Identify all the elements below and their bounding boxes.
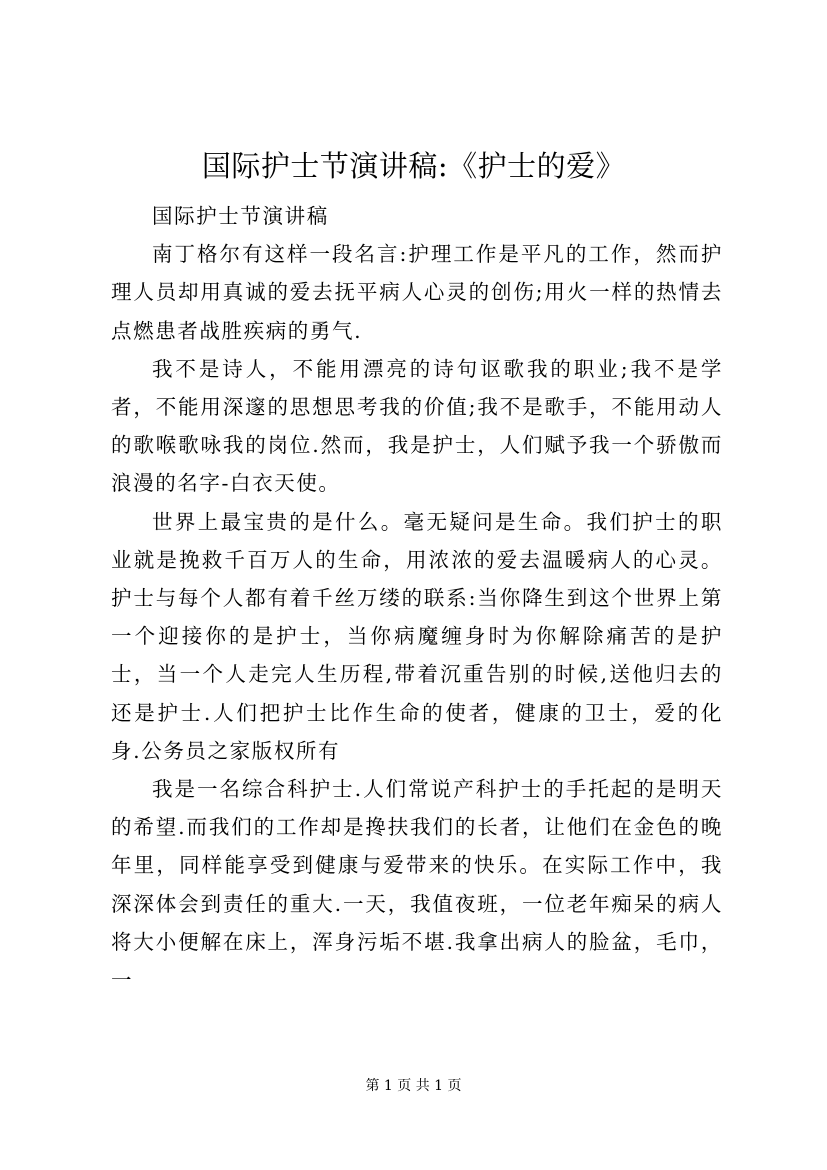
paragraph: 我是一名综合科护士.人们常说产科护士的手托起的是明天的希望.而我们的工作却是搀扶我们的长者，让他们在金色的晚年里，同样能享受到健康与爱带来的快乐。在实际工作中，我深深体会到责任的重大.一天，我值夜班，一位老年痴呆的病人将大小便解在床上，浑身污垢不堪.我拿出病人的脸盆，毛巾，一: [111, 777, 723, 993]
paragraph: 世界上最宝贵的是什么。毫无疑问是生命。我们护士的职业就是挽救千百万人的生命，用浓浓的爱去温暖病人的心灵。护士与每个人都有着千丝万缕的联系:当你降生到这个世界上第一个迎接你的是护士，当你病魔缠身时为你解除痛苦的是护士，当一个人走完人生历程,带着沉重告别的时候,送他归去的还是护士.人们把护士比作生命的使者，健康的卫士，爱的化身.公务员之家版权所有: [111, 509, 723, 763]
page-number-footer: 第 1 页 共 1 页: [365, 1078, 462, 1094]
document-body: [111, 197, 723, 999]
paragraph: 南丁格尔有这样一段名言:护理工作是平凡的工作，然而护理人员却用真诚的爱去抚平病人心灵的创伤;用火一样的热情去点燃患者战胜疾病的勇气.: [111, 242, 723, 343]
document-subtitle: 国际护士节演讲稿: [152, 204, 329, 228]
paragraph: 我不是诗人，不能用漂亮的诗句讴歌我的职业;我不是学者，不能用深邃的思想思考我的价值;我不是歌手，不能用动人的歌喉歌咏我的岗位.然而，我是护士，人们赋予我一个骄傲而浪漫的名字-白衣天使。: [111, 356, 723, 496]
document-title: 国际护士节演讲稿:《护士的爱》: [201, 149, 626, 183]
